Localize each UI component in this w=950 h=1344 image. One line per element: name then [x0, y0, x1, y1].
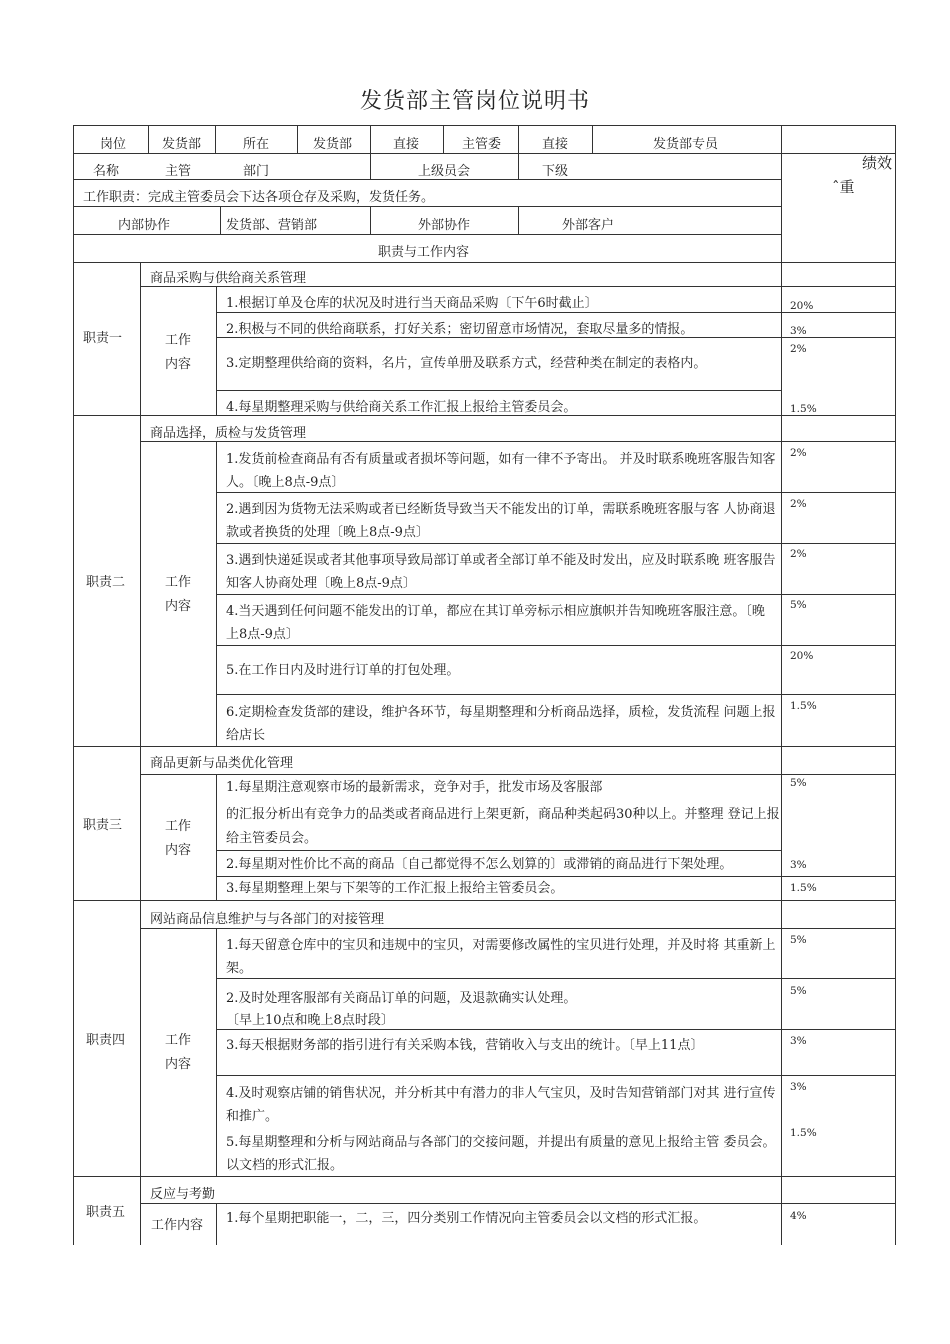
list-item: 5.在工作日内及时进行订单的打包处理。 [226, 663, 460, 678]
header-cell: 主管 [165, 164, 192, 179]
list-item: 4.及时观察店铺的销售状况，并分析其中有潜力的非人气宝贝，及时告知营销部门对其 进行宣传和推广。 [226, 1086, 776, 1124]
header-cell: 发货部专员 [653, 137, 719, 152]
header-cell: 主管委 [462, 137, 502, 152]
list-item-continued: 的汇报分析出有竞争力的品类或者商品进行上架更新，商品种类起码30种以上。并整理 登记上报给主管委员会。 [226, 807, 780, 846]
weight-value: 2% [790, 343, 807, 355]
header-cell: 部门 [243, 164, 270, 179]
duty-label: 职责三 [83, 818, 123, 833]
weight-value: 2% [790, 447, 807, 459]
header-cell: 直接 [393, 137, 420, 152]
weight-value: 5% [790, 934, 807, 946]
weight-value: 2% [790, 498, 807, 510]
duty-heading: 商品更新与品类优化管理 [150, 756, 294, 771]
header-cell: 岗位 [100, 137, 127, 152]
list-item: 6.定期检查发货部的建设，维护各环节，每星期整理和分析商品选择，质检，发货流程 问题上报给店长 [226, 705, 776, 743]
weight-value: 5% [790, 985, 807, 997]
weight-value: 1.5% [790, 700, 817, 712]
header-cell: 发货部 [162, 137, 202, 152]
weight-value: 2% [790, 548, 807, 560]
weight-value: 1.5% [790, 882, 817, 894]
work-label: 内容 [165, 1057, 192, 1072]
duty-heading: 商品选择，质检与发货管理 [150, 426, 307, 441]
list-item: 1.发货前检查商品有否有质量或者损坏等问题，如有一律不予寄出。 并及时联系晚班客服告知客人。〔晚上8点-9点〕 [226, 452, 776, 490]
list-item: 3.每天根据财务部的指引进行有关采购本钱，营销收入与支出的统计。〔早上11点〕 [226, 1038, 704, 1053]
external-label: 外部协作 [418, 218, 471, 233]
duty-summary: 工作职责：完成主管委员会下达各项仓存及采购，发货任务。 [83, 190, 435, 205]
list-item: 2.遇到因为货物无法采购或者已经断货导致当天不能发出的订单，需联系晚班客服与客 人协商退款或者换货的处理〔晚上8点-9点〕 [226, 502, 776, 540]
header-cell: 发货部 [313, 137, 353, 152]
weight-value: 5% [790, 599, 807, 611]
list-item: 2.及时处理客服部有关商品订单的问题，及退款确实认处理。 [226, 991, 577, 1006]
work-label: 内容 [165, 599, 192, 614]
weight-value: 5% [790, 777, 807, 789]
section-title: 职责与工作内容 [378, 245, 470, 260]
page-title: 发货部主管岗位说明书 [359, 89, 590, 114]
work-label: 内容 [165, 843, 192, 858]
work-label: 工作内容 [151, 1218, 204, 1233]
list-item: 4.每星期整理采购与供给商关系工作汇报上报给主管委员会。 [226, 400, 577, 415]
perf-weight-label-2: ˆ重 [832, 178, 855, 196]
duty-label: 职责五 [86, 1205, 126, 1220]
list-item: 3.遇到快递延误或者其他事项导致局部订单或者全部订单不能及时发出，应及时联系晚 班客服告知客人协商处理〔晚上8点-9点〕 [226, 553, 776, 591]
duty-label: 职责一 [83, 331, 123, 346]
header-cell: 上级员会 [418, 164, 471, 179]
internal-label: 内部协作 [118, 218, 171, 233]
list-item: 2.每星期对性价比不高的商品〔自己都觉得不怎么划算的〕或滞销的商品进行下架处理。 [226, 857, 733, 872]
weight-value: 3% [790, 1035, 807, 1047]
list-item: 1.每个星期把职能一，二，三，四分类别工作情况向主管委员会以文档的形式汇报。 [226, 1211, 707, 1226]
duty-heading: 反应与考勤 [150, 1187, 216, 1202]
header-cell: 名称 [93, 164, 120, 179]
duty-label: 职责四 [86, 1033, 126, 1048]
header-cell: 直接 [542, 137, 569, 152]
duty-label: 职责二 [86, 575, 126, 590]
list-item: 4.当天遇到任何问题不能发出的订单，都应在其订单旁标示相应旗帜并告知晚班客服注意。〔晚上8点-9点〕 [226, 604, 765, 642]
work-label: 工作 [165, 333, 192, 348]
duty-heading: 网站商品信息维护与与各部门的对接管理 [150, 912, 385, 927]
list-item: 1.每星期注意观察市场的最新需求，竞争对手，批发市场及客服部 [226, 780, 603, 795]
weight-value: 20% [790, 300, 814, 312]
list-item: 5.每星期整理和分析与网站商品与各部门的交接问题，并提出有质量的意见上报给主管 委员会。以文档的形式汇报。 [226, 1135, 776, 1173]
perf-weight-label: 绩效 [862, 154, 893, 172]
work-label: 工作 [165, 575, 192, 590]
duty-heading: 商品采购与供给商关系管理 [150, 271, 307, 286]
list-item: 3.每星期整理上架与下架等的工作汇报上报给主管委员会。 [226, 881, 564, 896]
list-item: 1.每天留意仓库中的宝贝和违规中的宝贝，对需要修改属性的宝贝进行处理，并及时将 其重新上架。 [226, 938, 776, 976]
internal-value: 发货部、营销部 [226, 218, 318, 233]
header-cell: 所在 [243, 137, 270, 152]
list-item: 2.积极与不同的供给商联系，打好关系；密切留意市场情况，套取尽量多的情报。 [226, 322, 694, 337]
weight-value: 20% [790, 650, 814, 662]
weight-value: 1.5% [790, 1127, 817, 1139]
work-label: 工作 [165, 819, 192, 834]
weight-value: 3% [790, 1081, 807, 1093]
external-value: 外部客户 [562, 218, 615, 233]
list-item: 3.定期整理供给商的资料，名片，宣传单册及联系方式，经营种类在制定的表格内。 [226, 356, 707, 371]
weight-value: 3% [790, 859, 807, 871]
list-item-continued: 〔早上10点和晚上8点时段〕 [226, 1013, 394, 1028]
weight-value: 4% [790, 1210, 807, 1222]
weight-value: 3% [790, 325, 807, 337]
work-label: 内容 [165, 357, 192, 372]
header-cell: 下级 [542, 164, 569, 179]
weight-value: 1.5% [790, 403, 817, 415]
list-item: 1.根据订单及仓库的状况及时进行当天商品采购〔下午6时截止〕 [226, 296, 598, 311]
work-label: 工作 [165, 1033, 192, 1048]
